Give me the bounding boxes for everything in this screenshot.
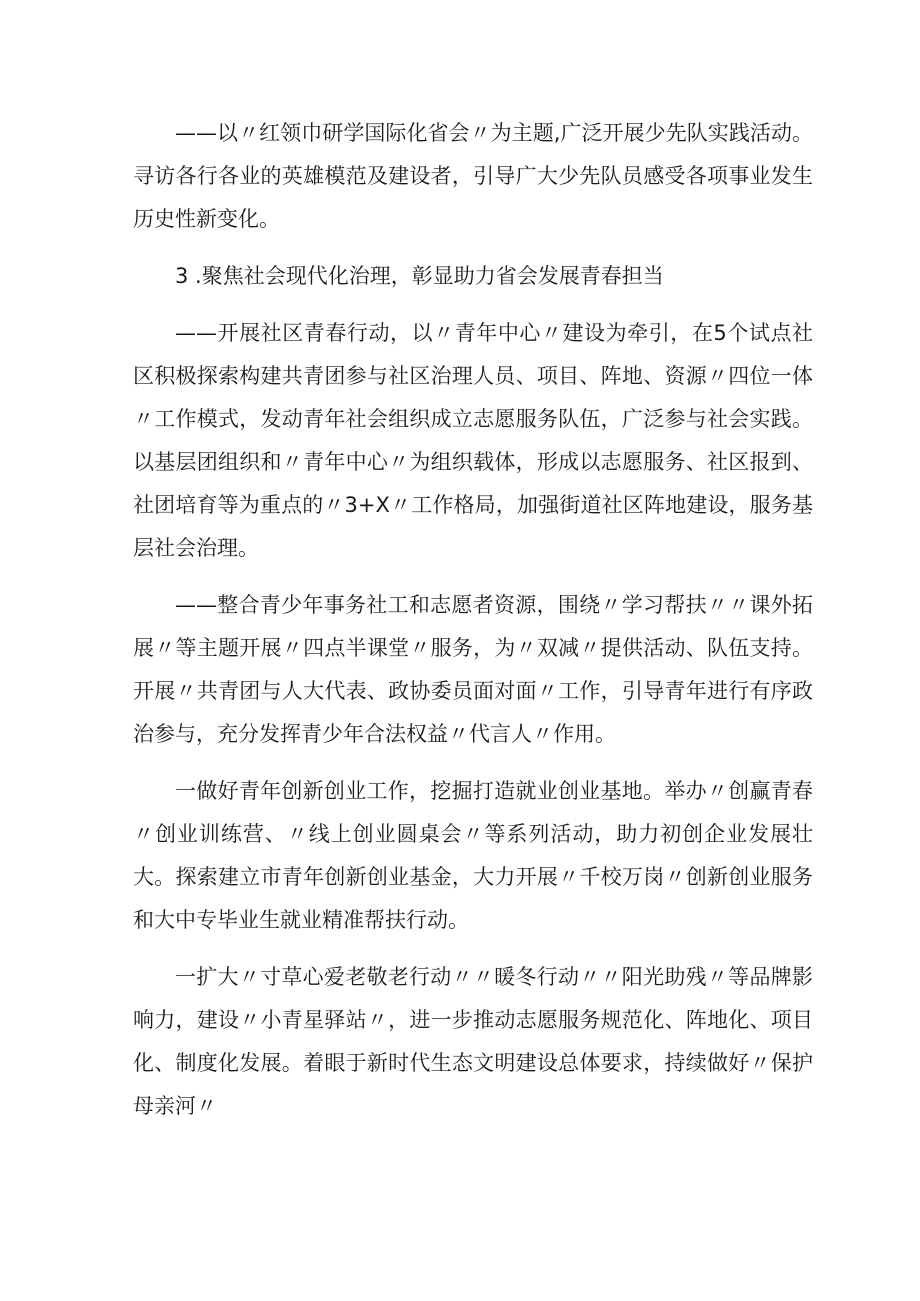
- paragraph-innovation-entrepreneurship: 一做好青年创新创业工作，挖掘打造就业创业基地。举办〃创赢青春〃创业训练营、〃线上创业圆桌会〃等系列活动，助力初创企业发展壮大。探索建立市青年创新创业基金，大力开展〃千校万岗〃创新创业服务和大中专毕业生就业精准帮扶行动。: [133, 779, 813, 932]
- paragraph-red-scarf-study: ——以〃红领巾研学国际化省会〃为主题,广泛开展少先队实践活动。寻访各行各业的英雄模范及建设者，引导广大少先队员感受各项事业发生历史性新变化。: [133, 121, 813, 231]
- document-body: [133, 112, 813, 1142]
- section-heading-3: 3 .聚焦社会现代化治理，彰显助力省会发展青春担当: [175, 264, 664, 288]
- paragraph-community-youth-action: ——开展社区青春行动，以〃青年中心〃建设为牵引，在5个试点社区积极探索构建共青团参与社区治理人员、项目、阵地、资源〃四位一体〃工作模式，发动青年社会组织成立志愿服务队伍，广泛参与社会实践。以基层团组织和〃青年中心〃为组织载体，形成以志愿服务、社区报到、社团培育等为重点的〃3+X〃工作格局，加强街道社区阵地建设，服务基层社会治理。: [133, 321, 813, 560]
- paragraph-volunteer-brands: 一扩大〃寸草心爱老敬老行动〃〃暖冬行动〃〃阳光助残〃等品牌影响力，建设〃小青星驿站〃，进一步推动志愿服务规范化、阵地化、项目化、制度化发展。着眼于新时代生态文明建设总体要求，持续做好〃保护母亲河〃: [133, 965, 813, 1118]
- paragraph-social-work-volunteers: ——整合青少年事务社工和志愿者资源，围绕〃学习帮扶〃〃课外拓展〃等主题开展〃四点半课堂〃服务，为〃双减〃提供活动、队伍支持。开展〃共青团与人大代表、政协委员面对面〃工作，引导青年进行有序政治参与，充分发挥青少年合法权益〃代言人〃作用。: [133, 593, 813, 746]
